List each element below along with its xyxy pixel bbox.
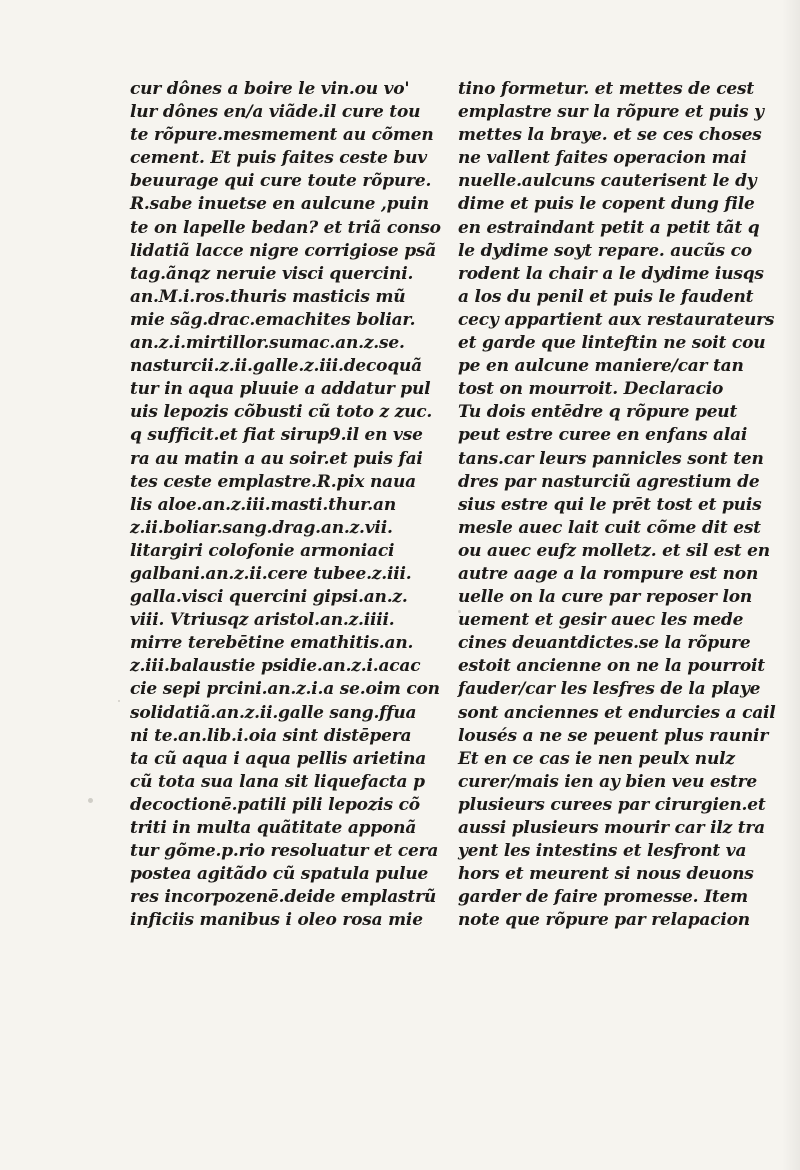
- text-line: ne vallent faites operacion mai: [458, 148, 747, 169]
- text-line: uelle on la cure par reposer lon: [458, 587, 753, 608]
- text-line: an.M.i.ros.thuris masticis mũ: [130, 286, 406, 307]
- text-line: cement. Et puis faites ceste buv: [130, 148, 427, 169]
- text-line: te on lapelle bedan? et triã conso: [130, 217, 441, 238]
- text-line: te rõpure.mesmement au cõmen: [130, 125, 434, 146]
- text-line: galbani.an.z.ii.cere tubee.z.iii.: [130, 563, 412, 584]
- text-line: lidatiã lacce nigre corrigiose psã: [130, 240, 437, 261]
- text-line: lousés a ne se peuent plus raunir: [458, 725, 769, 746]
- text-line: emplastre sur la rõpure et puis y: [458, 102, 764, 123]
- text-line: cũ tota sua lana sit liquefacta p: [130, 771, 425, 792]
- right-text-column: [458, 78, 788, 932]
- text-line: Et en ce cas ie nen peulx nulz: [458, 748, 735, 769]
- text-line: tes ceste emplastre.R.pix naua: [130, 471, 416, 492]
- text-line: cie sepi prcini.an.z.i.a se.oim con: [130, 679, 440, 700]
- text-line: nasturcii.z.ii.galle.z.iii.decoquã: [130, 356, 422, 377]
- text-line: aussi plusieurs mourir car ilz tra: [458, 818, 765, 838]
- text-line: fauder/car les lesfres de la playe: [458, 679, 761, 700]
- paper-speck: [88, 798, 93, 803]
- text-line: mettes la braye. et se ces choses: [458, 125, 762, 146]
- text-line: postea agitãdo cũ spatula pulue: [130, 864, 429, 885]
- text-line: tost on mourroit. Declaracio: [458, 379, 724, 400]
- text-line: plusieurs curees par cirurgien.et: [458, 794, 766, 815]
- text-line: tur in aqua pluuie a addatur pul: [130, 379, 431, 400]
- text-line: note que rõpure par relapacion: [458, 910, 750, 931]
- text-line: cecy appartient aux restaurateurs: [458, 309, 775, 330]
- text-line: autre aage a la rompure est non: [458, 563, 759, 584]
- text-line: lis aloe.an.z.iii.masti.thur.an: [130, 494, 396, 515]
- text-line: a los du penil et puis le faudent: [458, 286, 754, 307]
- text-line: viii. Vtriusqz aristol.an.z.iiii.: [130, 610, 395, 631]
- text-line: R.sabe inuetse en aulcune ,puin: [130, 194, 429, 215]
- text-line: nuelle.aulcuns cauterisent le dy: [458, 171, 757, 192]
- text-line: tans.car leurs pannicles sont ten: [458, 448, 764, 469]
- text-line: solidatiã.an.z.ii.galle sang.ffua: [130, 702, 417, 723]
- left-text-column: [130, 78, 445, 932]
- text-line: dres par nasturciũ agrestium de: [458, 471, 760, 492]
- text-line: uement et gesir auec les mede: [458, 610, 744, 631]
- text-line: mirre terebētine emathitis.an.: [130, 633, 414, 654]
- text-line: galla.visci quercini gipsi.an.z.: [130, 587, 408, 608]
- text-line: beuurage qui cure toute rõpure.: [130, 171, 432, 192]
- text-line: z.ii.boliar.sang.drag.an.z.vii.: [130, 517, 393, 538]
- text-line: litargiri colofonie armoniaci: [130, 540, 395, 561]
- text-line: ta cũ aqua i aqua pellis arietina: [130, 748, 427, 769]
- text-line: rodent la chair a le dydime iusqs: [458, 263, 764, 284]
- text-line: triti in multa quãtitate apponã: [130, 818, 417, 838]
- text-line: pe en aulcune maniere/car tan: [458, 356, 744, 377]
- text-line: ra au matin a au soir.et puis fai: [130, 448, 423, 469]
- text-line: tag.ãnqz neruie visci quercini.: [130, 263, 414, 284]
- text-line: decoctionē.patili pili lepozis cõ: [130, 794, 420, 815]
- text-line: z.iii.balaustie psidie.an.z.i.acac: [130, 656, 421, 677]
- text-line: q sufficit.et fiat sirup9.il en vse: [130, 425, 423, 446]
- text-line: curer/mais ien ay bien veu estre: [458, 771, 757, 792]
- text-line: tino formetur. et mettes de cest: [458, 79, 754, 99]
- text-line: en estraindant petit a petit tãt q: [458, 217, 760, 238]
- text-line: yent les intestins et lesfront va: [458, 841, 747, 862]
- text-line: garder de faire promesse. Item: [458, 887, 748, 908]
- text-line: cines deuantdictes.se la rõpure: [458, 633, 751, 654]
- text-line: sont anciennes et endurcies a cail: [458, 702, 776, 723]
- paper-speck: [458, 610, 461, 613]
- text-line: uis lepozis cõbusti cũ toto z zuc.: [130, 402, 433, 423]
- text-line: mesle auec lait cuit cõme dit est: [458, 517, 761, 538]
- text-line: ou auec eufz molletz. et sil est en: [458, 540, 770, 561]
- text-line: ni te.an.lib.i.oia sint distēpera: [130, 725, 412, 746]
- text-line: mie sãg.drac.emachites boliar.: [130, 309, 416, 330]
- text-line: et garde que linteftin ne soit cou: [458, 333, 766, 354]
- text-line: le dydime soyt repare. aucũs co: [458, 240, 752, 261]
- text-line: lur dônes en/a viãde.il cure tou: [130, 102, 421, 123]
- text-line: an.z.i.mirtillor.sumac.an.z.se.: [130, 333, 405, 354]
- text-line: dime et puis le copent dung file: [458, 194, 755, 215]
- paper-speck: [118, 700, 120, 702]
- text-line: Tu dois entēdre q rõpure peut: [458, 402, 738, 423]
- text-line: sius estre qui le prēt tost et puis: [458, 494, 762, 515]
- text-line: tur gõme.p.rio resoluatur et cera: [130, 841, 439, 862]
- text-line: inficiis manibus i oleo rosa mie: [130, 910, 423, 931]
- text-line: estoit ancienne on ne la pourroit: [458, 656, 765, 677]
- text-line: peut estre curee en enfans alai: [458, 425, 748, 446]
- text-line: cur dônes a boire le vin.ou vo': [130, 79, 410, 99]
- text-line: res incorpozenē.deide emplastrũ: [130, 887, 437, 908]
- text-line: hors et meurent si nous deuons: [458, 864, 754, 885]
